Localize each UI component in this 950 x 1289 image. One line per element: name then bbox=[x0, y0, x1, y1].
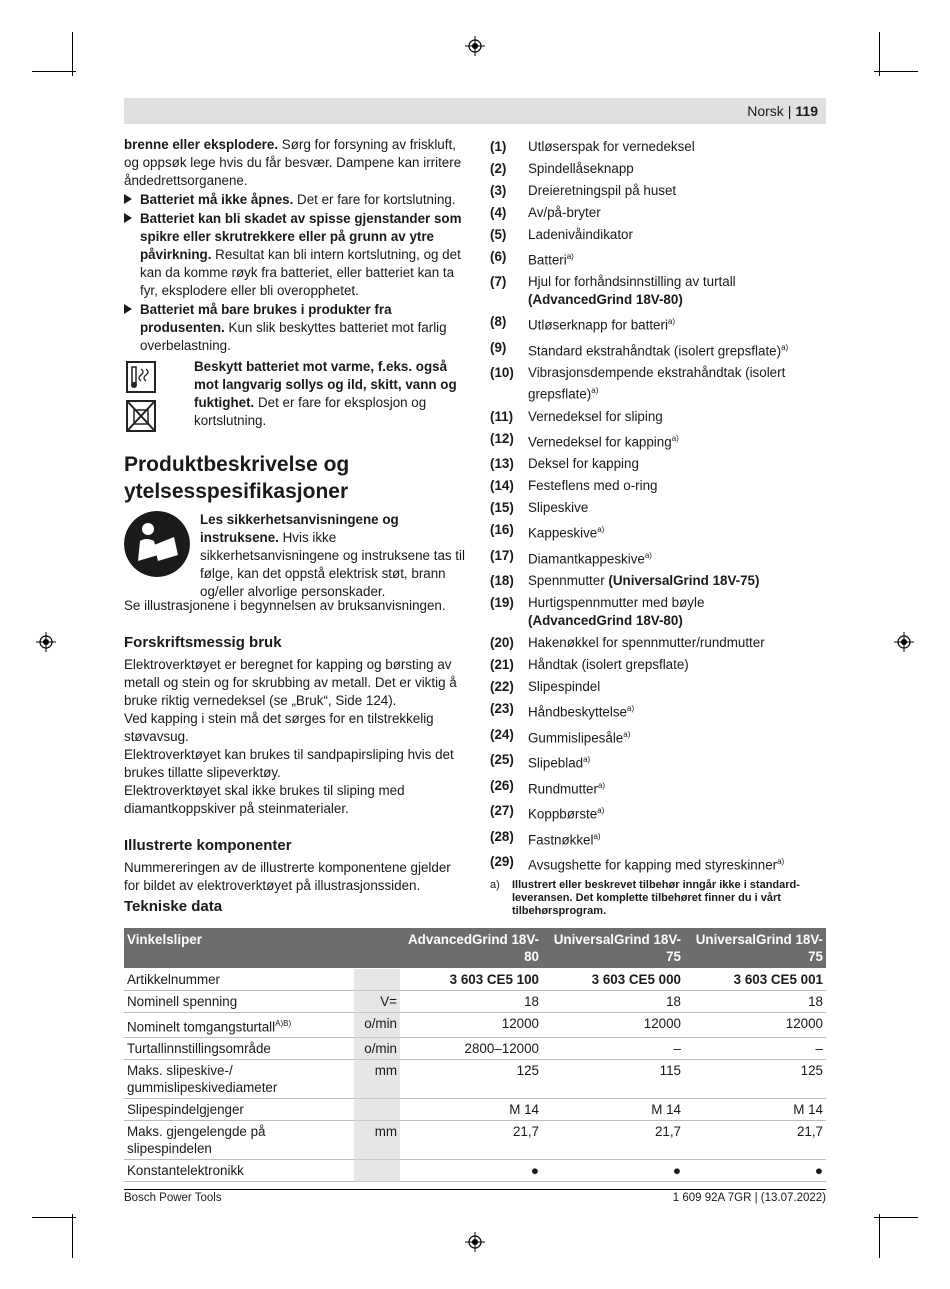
row-value: M 14 bbox=[400, 1099, 542, 1121]
item-text: Vernedeksel for kapping bbox=[528, 434, 672, 450]
row-value: M 14 bbox=[542, 1099, 684, 1121]
item-number: (18) bbox=[490, 573, 514, 589]
list-item bbox=[490, 408, 826, 426]
item-text: Standard ekstrahåndtak (isolert grepsflate) bbox=[528, 343, 782, 359]
item-number: (12) bbox=[490, 430, 514, 446]
row-value: 12000 bbox=[684, 1013, 826, 1038]
item-number: (2) bbox=[490, 161, 507, 176]
item-number: (13) bbox=[490, 456, 514, 472]
list-item bbox=[490, 572, 826, 590]
list-item bbox=[490, 726, 826, 747]
item-model: (UniversalGrind 18V-75) bbox=[608, 573, 760, 589]
item-text: Rundmutter bbox=[528, 781, 598, 797]
item-footnote-ref: a) bbox=[777, 857, 785, 867]
row-unit bbox=[354, 1099, 400, 1121]
row-unit bbox=[354, 969, 400, 991]
item-text: Av/på-bryter bbox=[528, 205, 601, 220]
item-text: Dreieretningspil på huset bbox=[528, 183, 677, 198]
item-footnote-ref: a) bbox=[583, 755, 591, 765]
item-number: (14) bbox=[490, 478, 514, 494]
read-instructions-block bbox=[124, 511, 464, 597]
table-header-row bbox=[124, 928, 826, 969]
row-value: 2800–12000 bbox=[400, 1038, 542, 1060]
item-number: (22) bbox=[490, 679, 514, 695]
list-item bbox=[490, 248, 826, 269]
table-header-cell: Vinkelsliper bbox=[124, 928, 400, 969]
read-instructions-text: Les sikkerhetsanvisningene og instruksene. Hvis ikke sikkerhetsanvisningene og instruksene tas til følge, kan det oppstå elektrisk støt, brann og/eller alvorlige personskader. bbox=[200, 512, 465, 599]
item-footnote-ref: a) bbox=[591, 386, 599, 396]
registration-mark-icon bbox=[36, 632, 56, 652]
crop-mark bbox=[32, 1217, 76, 1218]
components-paragraph: Nummereringen av de illustrerte komponentene gjelder for bildet av elektroverktøyet på illustrasjonssiden. bbox=[124, 860, 451, 893]
item-number: (24) bbox=[490, 726, 514, 742]
row-value: 125 bbox=[400, 1060, 542, 1099]
item-footnote-ref: a) bbox=[667, 317, 676, 327]
item-number: (9) bbox=[490, 339, 507, 355]
table-header-cell: UniversalGrind 18V-75 bbox=[542, 928, 684, 969]
use-paragraph: Elektroverktøyet er beregnet for kapping og børsting av metall og stein og for skrubbing av metall. Det er viktig å bruke riktig vernedeksel (se „Bruk“, Side 124). bbox=[124, 657, 457, 708]
item-text: Hjul for forhåndsinnstilling av turtall bbox=[528, 274, 736, 290]
list-item bbox=[490, 853, 826, 874]
row-label: Maks. slipeskive-/ gummislipeskivediameter bbox=[124, 1060, 354, 1099]
left-column bbox=[124, 136, 464, 895]
item-text: Håndtak (isolert grepsflate) bbox=[528, 657, 689, 673]
heat-warning bbox=[124, 357, 464, 429]
item-text: Diamantkappeskive bbox=[528, 551, 645, 567]
table-row bbox=[124, 1099, 826, 1121]
list-item bbox=[490, 700, 826, 721]
table-row bbox=[124, 1121, 826, 1160]
item-footnote-ref: a) bbox=[597, 780, 606, 790]
list-item bbox=[490, 273, 826, 309]
row-unit: o/min bbox=[354, 1013, 400, 1038]
heading-intended-use: Forskriftsmessig bruk bbox=[124, 634, 282, 651]
read-manual-icon bbox=[124, 511, 190, 577]
row-label: Maks. gjengelengde på slipespindelen bbox=[124, 1121, 354, 1160]
item-text: Hurtigspennmutter med bøyle bbox=[528, 595, 705, 611]
registration-mark-icon bbox=[465, 36, 485, 56]
footer-right: 1 609 92A 7GR | (13.07.2022) bbox=[672, 1192, 826, 1204]
row-value: ● bbox=[684, 1160, 826, 1182]
item-number: (7) bbox=[490, 274, 507, 290]
header-language: Norsk bbox=[747, 103, 784, 119]
heat-warning-text: Beskytt batteriet mot varme, f.eks. også mot langvarig sollys og ild, skitt, vann og fuktighet. Det er fare for eksplosjon og kortslutning. bbox=[194, 359, 457, 428]
row-value: 18 bbox=[542, 991, 684, 1013]
row-value: 12000 bbox=[400, 1013, 542, 1038]
list-item bbox=[490, 339, 826, 360]
footer-left: Bosch Power Tools bbox=[124, 1192, 222, 1204]
item-footnote-ref: a) bbox=[593, 831, 601, 841]
row-value: 3 603 CE5 000 bbox=[542, 969, 684, 991]
list-item bbox=[490, 499, 826, 517]
row-unit bbox=[354, 1160, 400, 1182]
section-title: Produktbeskrivelse og ytelsesspesifikasjoner bbox=[124, 453, 350, 503]
row-value: 21,7 bbox=[684, 1121, 826, 1160]
item-footnote-ref: a) bbox=[644, 550, 652, 560]
footnote-text: Illustrert eller beskrevet tilbehør inngår ikke i standard-leveransen. Det komplette tilbehøret finner du i vårt tilbehørsprogram. bbox=[512, 878, 800, 917]
row-unit: o/min bbox=[354, 1038, 400, 1060]
row-label: Konstantelektronikk bbox=[124, 1160, 354, 1182]
item-number: (15) bbox=[490, 500, 514, 516]
crop-mark bbox=[874, 71, 918, 72]
row-label: Nominelt tomgangsturtall$^{A)B)}$ bbox=[124, 1013, 354, 1038]
item-text: Slipeblad bbox=[528, 755, 584, 771]
list-item bbox=[490, 204, 826, 222]
item-footnote-ref: a) bbox=[597, 806, 605, 816]
use-paragraph: Elektroverktøyet skal ikke brukes til sliping med diamantkoppskiver på steinmaterialer. bbox=[124, 783, 405, 816]
item-text: Kappeskive bbox=[528, 525, 598, 541]
row-value: 21,7 bbox=[542, 1121, 684, 1160]
table-row bbox=[124, 1060, 826, 1099]
table-header-cell: UniversalGrind 18V-75 bbox=[684, 928, 826, 969]
row-value: 18 bbox=[400, 991, 542, 1013]
item-number: (17) bbox=[490, 547, 514, 563]
crop-mark bbox=[874, 1217, 918, 1218]
item-number: (8) bbox=[490, 314, 507, 330]
registration-mark-icon bbox=[894, 632, 914, 652]
row-value: 125 bbox=[684, 1060, 826, 1099]
item-text: Koppbørste bbox=[528, 806, 598, 822]
item-text: Hakenøkkel for spennmutter/rundmutter bbox=[528, 635, 765, 651]
footer-rule bbox=[124, 1189, 826, 1190]
item-footnote-ref: a) bbox=[671, 433, 679, 443]
item-text: Spennmutter bbox=[528, 573, 609, 589]
list-item bbox=[490, 477, 826, 495]
crop-mark bbox=[72, 1214, 73, 1258]
list-item bbox=[490, 138, 826, 156]
item-text: Spindellåseknapp bbox=[528, 161, 634, 176]
item-text: Vernedeksel for sliping bbox=[528, 408, 663, 424]
item-text: Utløserspak for vernedeksel bbox=[528, 139, 695, 154]
table-row bbox=[124, 1013, 826, 1038]
page-number: 119 bbox=[795, 103, 818, 119]
item-text: Vibrasjonsdempende ekstrahåndtak (isolert grepsflate) bbox=[528, 365, 786, 402]
item-footnote-ref: a) bbox=[623, 729, 631, 739]
item-number: (27) bbox=[490, 803, 514, 819]
row-label: Turtallinnstillingsområde bbox=[124, 1038, 354, 1060]
tech-data-table bbox=[124, 928, 826, 1182]
list-item bbox=[490, 430, 826, 451]
item-text: Avsugshette for kapping med styreskinner bbox=[528, 857, 778, 873]
item-number: (4) bbox=[490, 205, 507, 220]
item-number: (26) bbox=[490, 777, 514, 793]
list-item bbox=[490, 594, 826, 630]
no-water-fire-icon bbox=[126, 400, 156, 432]
item-text: Deksel for kapping bbox=[528, 456, 639, 472]
list-item bbox=[490, 226, 826, 244]
heat-protection-icon bbox=[126, 361, 156, 393]
item-footnote-ref: a) bbox=[566, 252, 574, 261]
table-header-cell: AdvancedGrind 18V-80 bbox=[400, 928, 542, 969]
crop-mark bbox=[72, 32, 73, 76]
warning-bullet: Batteriet må ikke åpnes. Det er fare for kortslutning. bbox=[124, 191, 464, 209]
item-footnote-ref: a) bbox=[597, 525, 605, 535]
header-text: Norsk | 119 bbox=[747, 103, 818, 119]
row-value: 3 603 CE5 100 bbox=[400, 969, 542, 991]
item-number: (23) bbox=[490, 701, 514, 717]
row-value: – bbox=[542, 1038, 684, 1060]
footnote-label: a) bbox=[490, 878, 500, 891]
footnote bbox=[490, 879, 826, 918]
item-text: Gummislipesåle bbox=[528, 730, 624, 746]
page-header bbox=[124, 98, 826, 124]
crop-mark bbox=[32, 71, 76, 72]
list-item bbox=[490, 455, 826, 473]
row-label: Nominell spenning bbox=[124, 991, 354, 1013]
list-item bbox=[490, 656, 826, 674]
item-number: (5) bbox=[490, 227, 507, 242]
item-text: Batteri bbox=[528, 252, 567, 268]
list-item bbox=[490, 802, 826, 823]
item-number: (10) bbox=[490, 365, 514, 381]
item-number: (6) bbox=[490, 249, 507, 264]
heading-components: Illustrerte komponenter bbox=[124, 837, 292, 854]
row-label: Slipespindelgjenger bbox=[124, 1099, 354, 1121]
list-item bbox=[490, 828, 826, 849]
row-value: 115 bbox=[542, 1060, 684, 1099]
item-number: (20) bbox=[490, 635, 514, 651]
item-text: Ladenivåindikator bbox=[528, 227, 633, 242]
row-value: 3 603 CE5 001 bbox=[684, 969, 826, 991]
item-text: Utløserknapp for batteri bbox=[528, 317, 668, 333]
row-value: ● bbox=[542, 1160, 684, 1182]
list-item bbox=[490, 777, 826, 798]
item-text: Fastnøkkel bbox=[528, 832, 594, 848]
table-row bbox=[124, 991, 826, 1013]
row-label: Artikkelnummer bbox=[124, 969, 354, 991]
item-number: (3) bbox=[490, 183, 507, 198]
item-footnote-ref: a) bbox=[781, 342, 789, 352]
warning-bullet: Batteriet må bare brukes i produkter fra produsenten. Kun slik beskyttes batteriet mot farlig overbelastning. bbox=[124, 301, 464, 355]
item-text: Slipeskive bbox=[528, 500, 589, 516]
tech-data-title: Tekniske data bbox=[124, 898, 223, 915]
list-item bbox=[490, 364, 826, 403]
row-unit: mm bbox=[354, 1060, 400, 1099]
item-number: (11) bbox=[490, 408, 514, 424]
crop-mark bbox=[879, 32, 880, 76]
item-number: (29) bbox=[490, 854, 514, 870]
use-paragraph: Elektroverktøyet kan brukes til sandpapirsliping hvis det brukes tillatte slipeverktøy. bbox=[124, 747, 454, 780]
item-number: (16) bbox=[490, 522, 514, 538]
table-row bbox=[124, 1160, 826, 1182]
row-value: – bbox=[684, 1038, 826, 1060]
row-value: ● bbox=[400, 1160, 542, 1182]
crop-mark bbox=[879, 1214, 880, 1258]
item-number: (1) bbox=[490, 139, 507, 154]
intro-paragraph: brenne eller eksplodere. Sørg for forsyning av friskluft, og oppsøk lege hvis du får besvær. Dampene kan irritere åndedrettsorganene. bbox=[124, 137, 462, 188]
see-illustrations: Se illustrasjonene i begynnelsen av bruksanvisningen. bbox=[124, 598, 446, 613]
row-unit: V= bbox=[354, 991, 400, 1013]
item-text: Festeflens med o-ring bbox=[528, 478, 658, 494]
use-paragraph: Ved kapping i stein må det sørges for en tilstrekkelig støvavsug. bbox=[124, 711, 434, 744]
list-item bbox=[490, 160, 826, 178]
list-item bbox=[490, 678, 826, 696]
row-value: 21,7 bbox=[400, 1121, 542, 1160]
table-row bbox=[124, 969, 826, 991]
table-row bbox=[124, 1038, 826, 1060]
components-list bbox=[490, 138, 826, 918]
list-item bbox=[490, 547, 826, 568]
warning-bullet: Batteriet kan bli skadet av spisse gjenstander som spikre eller skrutrekkere eller på grunn av ytre påvirkning. Resultat kan bli intern kortslutning, og det kan da komme røyk fra batteriet, eller batteriet kan ta fyr, eksplodere eller bli overopphetet. bbox=[124, 210, 464, 300]
row-unit: mm bbox=[354, 1121, 400, 1160]
item-footnote-ref: a) bbox=[627, 704, 635, 714]
item-number: (21) bbox=[490, 657, 514, 673]
list-item bbox=[490, 313, 826, 334]
registration-mark-icon bbox=[465, 1232, 485, 1252]
row-value: 18 bbox=[684, 991, 826, 1013]
item-number: (28) bbox=[490, 828, 514, 844]
item-model: (AdvancedGrind 18V-80) bbox=[528, 292, 683, 308]
item-number: (19) bbox=[490, 595, 514, 611]
row-value: 12000 bbox=[542, 1013, 684, 1038]
list-item bbox=[490, 521, 826, 542]
list-item bbox=[490, 634, 826, 652]
list-item bbox=[490, 182, 826, 200]
row-value: M 14 bbox=[684, 1099, 826, 1121]
item-number: (25) bbox=[490, 752, 514, 768]
item-text: Slipespindel bbox=[528, 679, 601, 695]
item-text: Håndbeskyttelse bbox=[528, 704, 627, 720]
item-model: (AdvancedGrind 18V-80) bbox=[528, 613, 683, 629]
list-item bbox=[490, 751, 826, 772]
